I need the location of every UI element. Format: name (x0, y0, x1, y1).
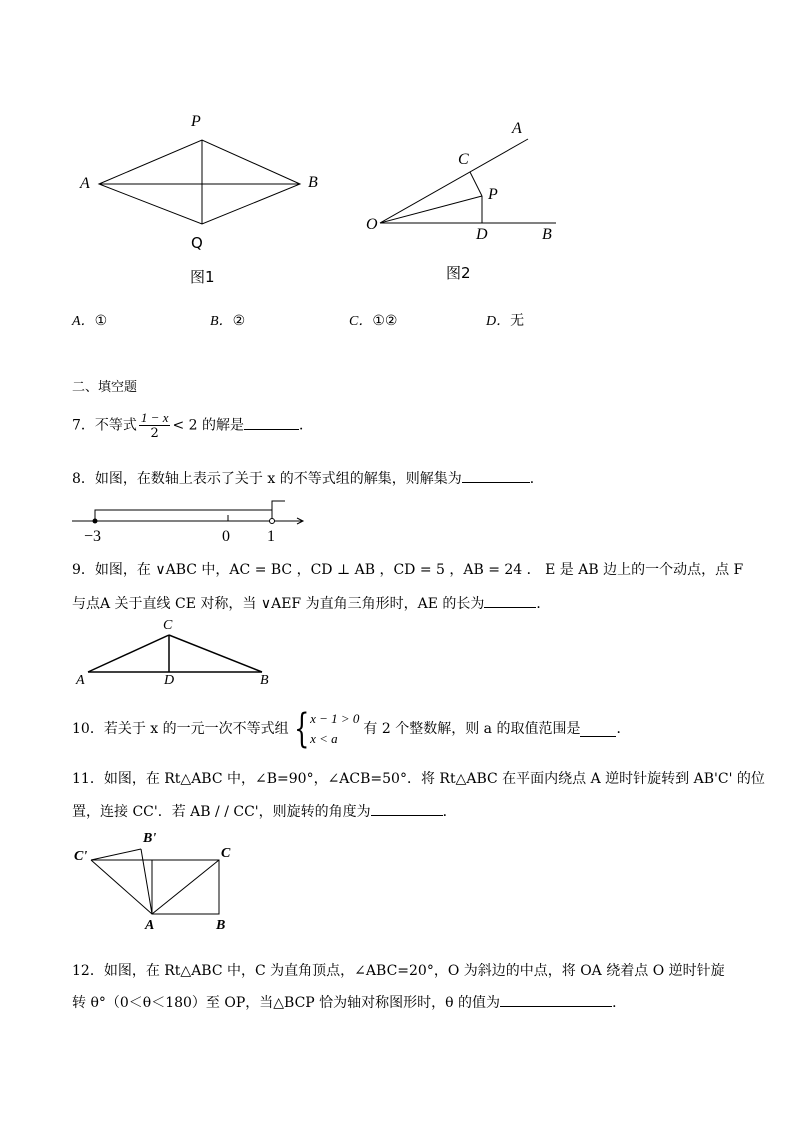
q8-end: ． (529, 471, 544, 487)
q11-line-2-text: 置，连接 CC'．若 AB / / CC'，则旋转的角度为 (72, 804, 371, 820)
fig1-caption: 图1 (190, 268, 215, 286)
solution-bracket-right (272, 501, 285, 521)
q10-pre: 10．若关于 x 的一元一次不等式组 (72, 721, 289, 737)
q7-answer-blank[interactable] (244, 415, 299, 430)
q9-label-b: B (260, 673, 269, 688)
fig2-label-d: D (476, 226, 488, 243)
q9-label-d: D (164, 673, 175, 688)
q11-label-b-prime: B' (143, 831, 157, 846)
q11-answer-blank[interactable] (371, 801, 443, 816)
fig1-label-p: P (191, 113, 201, 130)
question-10 (72, 707, 630, 751)
q11-line-2 (72, 801, 457, 821)
q11-label-b: B (216, 918, 226, 933)
segment-pc (470, 172, 482, 196)
fig2-label-b: B (542, 226, 552, 243)
segment-abp (141, 849, 152, 914)
option-b-letter: B． (210, 314, 233, 329)
point-minus-three-solid (93, 519, 98, 524)
segment-ac (152, 860, 219, 914)
q7-numerator: 1 − x (140, 410, 169, 425)
q8-answer-blank[interactable] (462, 468, 530, 483)
option-d-value: 无 (510, 313, 525, 329)
q7-pre: 7．不等式 (72, 417, 137, 434)
question-8 (72, 468, 544, 488)
q12-line-2 (72, 992, 626, 1012)
triangle-ac (88, 635, 169, 672)
fig1-label-a: A (80, 175, 90, 192)
question-7 (72, 410, 313, 441)
q10-eq1: x − 1 > 0 (310, 711, 360, 726)
q8-tick-one: 1 (267, 528, 275, 545)
q11-label-a: A (145, 918, 155, 933)
q12-end: ． (612, 995, 627, 1011)
q9-end: ． (536, 596, 551, 612)
option-c-value: ①② (372, 313, 398, 329)
q7-denominator: 2 (150, 426, 159, 441)
q12-line-1: 12．如图，在 Rt△ABC 中，C 为直角顶点，∠ABC=20°，O 为斜边的中点，将 OA 绕着点 O 逆时针旋 (72, 963, 725, 979)
q11-line-1: 11．如图，在 Rt△ABC 中，∠B=90°，∠ACB=50°．将 Rt△ABC 在平面内绕点 A 逆时针旋转到 AB'C' 的位 (72, 771, 765, 787)
ray-oa (380, 139, 528, 223)
fig2-label-p: P (488, 186, 498, 203)
option-b[interactable] (210, 312, 245, 331)
q7-end: ． (299, 417, 314, 434)
fig2-label-o: O (366, 216, 378, 233)
option-c-letter: C． (349, 314, 373, 329)
q9-answer-blank[interactable] (484, 593, 536, 608)
segment-bpcp (91, 849, 141, 860)
option-a-letter: A． (72, 314, 95, 329)
q8-tick-zero: 0 (222, 528, 230, 545)
q9-line-2 (72, 593, 550, 613)
option-d[interactable] (486, 312, 524, 331)
q8-text: 8．如图，在数轴上表示了关于 x 的不等式组的解集，则解集为 (72, 471, 462, 487)
q10-system (310, 709, 359, 749)
q11-label-c: C (221, 846, 231, 861)
option-a[interactable] (72, 312, 107, 331)
q7-post: < 2 的解是 (172, 417, 245, 434)
q12-answer-blank[interactable] (500, 992, 612, 1007)
fig1-label-b: B (308, 174, 318, 191)
q10-post: 有 2 个整数解，则 a 的取值范围是 (363, 721, 581, 737)
point-one-open (270, 519, 275, 524)
option-d-letter: D． (486, 314, 511, 329)
q10-brace: { (293, 706, 309, 752)
q10-eq2: x < a (310, 731, 338, 746)
option-b-value: ② (232, 313, 246, 329)
q12-line-2-text: 转 θ°（0＜θ＜180）至 OP，当△BCP 恰为轴对称图形时，θ 的值为 (72, 995, 501, 1011)
segment-op (380, 196, 482, 223)
q9-label-a: A (76, 673, 85, 688)
fig2-caption: 图2 (446, 264, 471, 282)
rhombus-outline (99, 140, 300, 224)
q7-fraction (139, 410, 171, 441)
q11-label-c-prime: C' (74, 849, 88, 864)
option-a-value: ① (94, 313, 108, 329)
segment-acp (91, 860, 152, 914)
fig1-label-q: Q (191, 234, 203, 252)
q10-end: ． (616, 721, 631, 737)
triangle-bc (169, 635, 262, 672)
solution-bracket-left (95, 510, 272, 521)
q9-line-1: 9．如图，在 ∨ABC 中，AC = BC ，CD ⊥ AB ，CD = 5 ，AB = 24 ． E 是 AB 边上的一个动点，点 F (72, 562, 744, 578)
fig2-label-c: C (458, 151, 469, 168)
q10-answer-blank[interactable] (580, 722, 616, 737)
q11-end: ． (442, 804, 457, 820)
option-c[interactable] (349, 312, 397, 331)
fig2-label-a: A (512, 120, 522, 137)
q9-line-2-text: 与点A 关于直线 CE 对称，当 ∨AEF 为直角三角形时，AE 的长为 (72, 596, 485, 612)
section-title: 二、填空题 (72, 380, 138, 395)
q9-label-c: C (163, 618, 173, 633)
q8-tick-minus-three: −3 (84, 528, 102, 545)
